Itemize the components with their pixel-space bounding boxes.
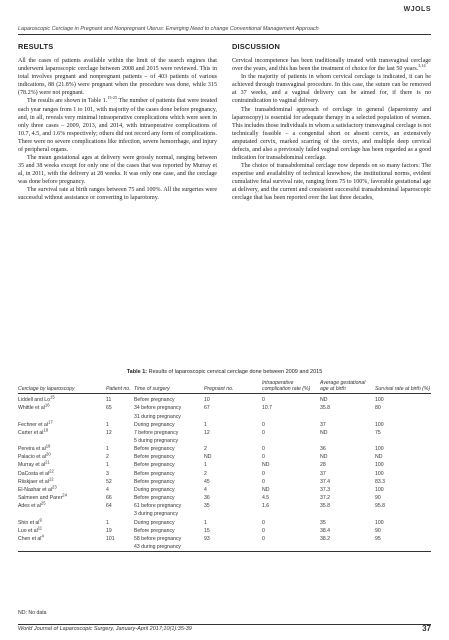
table-row <box>18 510 431 518</box>
table-cell-n <box>106 543 134 552</box>
table-cell-ga: 36 <box>320 446 326 453</box>
table-cell-surv: 83.3 <box>375 478 386 485</box>
page-footer <box>18 624 431 635</box>
table-cell-author <box>18 437 106 445</box>
table-cell-ga: 37 <box>320 470 326 477</box>
author-name: Carter et al <box>18 429 44 436</box>
table-row <box>18 486 431 494</box>
table-cell-surv: 90 <box>375 495 381 502</box>
table-cell-ga: 35.8 <box>320 405 331 412</box>
discussion-paragraph-3: The transabdominal approach of cerclage in general (laparotomy and laparoscopy) is essential for adequate therapy in a selected population of women. This includes those individuals in whom a satisfactory transvaginal cerclage is not technically feasible – a congenital short or absent cervix, an extensively amputated cervix, marked scarring of the cervix, and multiple deep cervical defects, and also a previously failed vaginal cerclage has been regarded as a good indication for transabdominal cerclage. <box>232 106 431 162</box>
table-cell-author <box>18 461 106 469</box>
table-row <box>18 445 431 453</box>
table-cell-surv: 95.8 <box>375 503 386 510</box>
table-row <box>18 437 431 445</box>
citation: 4 <box>41 533 44 539</box>
discussion-paragraph-4: The choice of transabdominal cerclage now depends on so many factors: The expertise and availability of technical knowhow, the institutional norms, evident cumulative fetal survival rate, ranging from 75 to 100%, favorable gestational age at delivery, and the current and consistent successful transabdominal laparoscopic cerclage that has been reported over the last three decades, <box>232 163 431 202</box>
table-cell-author <box>18 502 106 510</box>
table-row <box>18 461 431 469</box>
column-header: Cerclage by laparoscopy <box>18 380 106 394</box>
citation: 21 <box>45 459 50 465</box>
table-cell-surv: 95 <box>375 535 381 542</box>
table-cell-author <box>18 543 106 552</box>
author-name: Chen et al <box>18 535 42 542</box>
table-cell-preg: 35 <box>204 503 210 510</box>
discussion-paragraph-2: In the majority of patients in whom cervical cerclage is indicated, it can be achieved through transvaginal procedure. In this case, the suture can be removed at 37 weeks, and a vaginal delivery can be aimed for, if there is no contraindication to vaginal delivery. <box>232 74 431 105</box>
running-head: Laparoscopic Cerclage in Pregnant and Nonpregnant Uterus: Emerging Need to change Conventional Management Approach <box>18 26 431 35</box>
table-cell-surv: ND <box>375 454 383 461</box>
table-cell-n: 19 <box>106 527 112 534</box>
table-cell-author <box>18 394 106 405</box>
table-cell-preg: 93 <box>204 535 210 542</box>
table-cell-time: Before pregnancy <box>134 478 175 485</box>
table-cell-author <box>18 413 106 421</box>
table-cell-comp: 0 <box>262 429 265 436</box>
table-row <box>18 543 431 552</box>
table-cell-comp: ND <box>262 486 270 493</box>
table-cell-author <box>18 418 106 429</box>
results-heading: RESULTS <box>18 42 54 51</box>
table-cell-surv: 100 <box>375 397 384 404</box>
author-name: Pereira et al <box>18 446 46 453</box>
table-cell-preg <box>204 543 262 552</box>
table-cell-comp: 0 <box>262 535 265 542</box>
table-row <box>18 421 431 429</box>
table-cell-comp <box>262 437 320 445</box>
table-cell-n <box>106 413 134 421</box>
table-cell-surv: 100 <box>375 470 384 477</box>
table-cell-time: 31 during pregnancy <box>134 413 181 420</box>
table-row <box>18 478 431 486</box>
table-header-row <box>18 380 431 394</box>
table-cell-ga: 37.3 <box>320 486 331 493</box>
table-cell-n: 65 <box>106 405 112 412</box>
table-cell-preg: 36 <box>204 495 210 502</box>
table-cell-ga: 38.4 <box>320 527 331 534</box>
table-row <box>18 527 431 535</box>
discussion-heading: DISCUSSION <box>232 42 280 51</box>
table-cell-surv: 75 <box>375 429 381 436</box>
citation: 22 <box>49 467 54 473</box>
table-cell-n: 1 <box>106 446 109 453</box>
discussion-paragraph-1 <box>232 57 431 73</box>
table-cell-ga <box>320 437 375 445</box>
table-cell-comp: 0 <box>262 421 265 428</box>
table-cell-ga: ND <box>320 429 328 436</box>
citation: 9 <box>39 516 42 522</box>
table-row <box>18 470 431 478</box>
table-cell-ga: ND <box>320 397 328 404</box>
table-cell-preg: 1 <box>204 519 207 526</box>
table-cell-surv: 100 <box>375 519 384 526</box>
results-paragraph-4: The survival rate at birth ranges between 75 and 100%. All the surgeries were successful without assistance or converting to laparotomy. <box>18 187 217 202</box>
table-row <box>18 404 431 412</box>
column-header: Intraoperative complication rate (%) <box>262 380 320 394</box>
citation: 17 <box>48 418 53 424</box>
table-cell-preg: 45 <box>204 478 210 485</box>
table-row <box>18 413 431 421</box>
table-cell-surv: 100 <box>375 462 384 469</box>
table-cell-time: 34 before pregnancy <box>134 405 182 412</box>
citation: 19 <box>45 443 51 449</box>
table-cell-comp: ND <box>262 462 270 469</box>
table-cell-comp: 0 <box>262 470 265 477</box>
table-cell-comp <box>262 543 320 552</box>
table-cell-time: 61 before pregnancy <box>134 503 182 510</box>
table-row <box>18 502 431 510</box>
column-header: Patient no. <box>106 380 134 394</box>
author-name: Luo et al <box>18 527 38 534</box>
table-cell-time: Before pregnancy <box>134 454 175 461</box>
table-cell-preg <box>204 437 262 445</box>
author-name: Whittle et al <box>18 405 45 412</box>
column-header: Average gestational age at birth <box>320 380 375 394</box>
author-name: Salmeen and Parer <box>18 495 63 502</box>
table-cell-n: 66 <box>106 495 112 502</box>
table-cell-surv: 90 <box>375 527 381 534</box>
table-cell-preg: ND <box>204 454 212 461</box>
author-name: Murray et al <box>18 462 46 469</box>
page-number: 37 <box>422 624 431 633</box>
table-cell-surv <box>375 413 431 421</box>
table-row <box>18 519 431 527</box>
table-cell-preg: 4 <box>204 486 207 493</box>
results-paragraph-2 <box>18 97 217 154</box>
table-cell-time: Before pregnancy <box>134 397 175 404</box>
column-header: Pregnant no. <box>204 380 262 394</box>
table-cell-comp: 0 <box>262 478 265 485</box>
citation: 23 <box>52 484 57 490</box>
table-cell-preg: 67 <box>204 405 210 412</box>
table-cell-time: Before pregnancy <box>134 462 175 469</box>
results-column <box>18 43 217 202</box>
table-cell-author <box>18 535 106 543</box>
table-cell-comp: 0 <box>262 527 265 534</box>
table-cell-surv: 100 <box>375 486 384 493</box>
table-cell-author <box>18 524 106 535</box>
table-cell-n: 1 <box>106 421 109 428</box>
results-table <box>18 380 431 552</box>
table-row <box>18 429 431 437</box>
table-cell-time: During pregnancy <box>134 486 175 493</box>
table-caption-text: Results of laparoscopic cervical cerclage done between 2009 and 2015 <box>147 369 323 375</box>
table-cell-surv: 80 <box>375 405 381 412</box>
results-p2-text: The results are shown in Table 1. <box>27 98 108 105</box>
table-cell-author <box>18 467 106 478</box>
citation: 20 <box>46 451 51 457</box>
table-cell-author <box>18 516 106 527</box>
author-name: Palacio et al <box>18 454 47 461</box>
table-cell-author <box>18 478 106 486</box>
table-cell-ga: 37.4 <box>320 478 331 485</box>
column-header: Survival rate at birth (%) <box>375 380 431 394</box>
table-cell-preg: 12 <box>204 429 210 436</box>
table-cell-preg <box>204 413 262 421</box>
citation: 16 <box>44 402 50 408</box>
table-cell-comp: 0 <box>262 397 265 404</box>
author-name: Riiskjaer et al <box>18 478 49 485</box>
author-name: Shin et al <box>18 519 40 526</box>
table-row <box>18 494 431 502</box>
results-paragraph-1: All the cases of patients available within the limit of the search engines that underwent laparoscopic cerclage between 2008 and 2015 were reviewed. This in total involves pregnant and nonpregnant patients – of 403 patients of various indications, 88 (21.8%) were pregnant when the procedure was done, while 315 (78.2%) were not pregnant. <box>18 58 217 97</box>
results-paragraph-3: The mean gestational ages at delivery were grossly normal, ranging between 35 and 38 weeks except for only one of the cases that was reported by Murray et al, in 2011, with the delivery at 28 weeks. It was only one case, and the cerclage was done before pregnancy. <box>18 155 217 186</box>
table-cell-comp: 0 <box>262 454 265 461</box>
table-cell-time: 3 during pregnancy <box>134 511 179 518</box>
table-cell-time: During pregnancy <box>134 421 175 428</box>
table-cell-n: 64 <box>106 503 112 510</box>
table-cell-author <box>18 510 106 518</box>
table-cell-n: 101 <box>106 535 115 542</box>
author-name: Fechner et al <box>18 421 49 428</box>
table-cell-ga <box>320 543 375 552</box>
table-cell-time: 5 during pregnancy <box>134 437 179 444</box>
table-cell-ga: 35 <box>320 519 326 526</box>
citation: 24 <box>62 492 67 498</box>
table-cell-ga <box>320 510 375 518</box>
citation: 15-25 <box>107 95 118 101</box>
table-cell-comp: 0 <box>262 446 265 453</box>
table-cell-ga: ND <box>320 454 328 461</box>
table-cell-ga: 35.8 <box>320 503 331 510</box>
author-name: Liddell and Lo <box>18 397 51 404</box>
author-name: DaCosta et al <box>18 470 50 477</box>
table-cell-author <box>18 453 106 461</box>
table-cell-comp: 0 <box>262 519 265 526</box>
table-cell-ga: 37.2 <box>320 495 331 502</box>
citation: 12 <box>48 476 54 482</box>
table-cell-n: 11 <box>106 397 112 404</box>
table-cell-ga: 28 <box>320 462 326 469</box>
table-cell-n: 4 <box>106 486 109 493</box>
table-row <box>18 535 431 543</box>
table-cell-preg: 15 <box>204 527 210 534</box>
table-cell-preg: 2 <box>204 446 207 453</box>
table-cell-comp <box>262 413 320 421</box>
table-cell-comp: 1.6 <box>262 503 270 510</box>
table-cell-surv <box>375 437 431 445</box>
table-cell-surv <box>375 510 431 518</box>
discussion-column <box>232 43 431 202</box>
table-cell-time: 7 before pregnancy <box>134 429 179 436</box>
table-cell-preg <box>204 510 262 518</box>
author-name: El-Nashar et al <box>18 486 52 493</box>
table-cell-n: 12 <box>106 429 112 436</box>
table-cell-time: 43 during pregnancy <box>134 543 204 552</box>
table-cell-author <box>18 445 106 453</box>
table-cell-time: Before pregnancy <box>134 495 175 502</box>
journal-abbreviation: WJOLS <box>403 6 431 13</box>
table-footnote: ND: No data <box>18 610 47 616</box>
table-cell-author <box>18 404 106 412</box>
table-cell-author <box>18 494 106 502</box>
table-cell-ga: 37 <box>320 421 326 428</box>
table-row <box>18 453 431 461</box>
table-cell-time: Before pregnancy <box>134 470 175 477</box>
table-cell-n: 3 <box>106 470 109 477</box>
table-cell-n: 1 <box>106 519 109 526</box>
table-cell-preg: 10 <box>204 397 210 404</box>
footer-citation: World Journal of Laparoscopic Surgery, January-April 2017;10(1):35-39 <box>18 626 192 632</box>
table-body <box>18 394 431 552</box>
table-cell-time: During pregnancy <box>134 519 175 526</box>
table-cell-ga <box>320 413 375 421</box>
results-p2-text-cont: The number of patients that were treated each year ranges from 1 to 101, with majority of the cases done before pregnancy, and, in all, reveals very minimal intraoperative complications which were seen in only three cases – 2009, 2013, and 2014, with intraoperative complications of 10.7, 4.5, and 1.6% respectively; others did not record any form of complications. There were no severe complications like infection, severe hemorrhage, and injury of peripheral organs. <box>18 98 217 153</box>
table-cell-n: 1 <box>106 462 109 469</box>
citation: 15 <box>50 394 55 400</box>
table-cell-surv <box>375 543 431 552</box>
table-cell-time: Before pregnancy <box>134 446 175 453</box>
citation: 18 <box>43 427 49 433</box>
discussion-p1-text: Cervical incompetence has been traditionally treated with transvaginal cerclage over the years, and this has been the treatment of choice for the last 50 years. <box>232 58 431 73</box>
table-caption-label: Table 1: <box>126 369 148 375</box>
column-header: Time of surgery <box>134 380 204 394</box>
table-cell-comp: 10.7 <box>262 405 273 412</box>
table-cell-preg: 1 <box>204 421 207 428</box>
table-cell-preg: 1 <box>204 462 207 469</box>
table-cell-author <box>18 429 106 437</box>
table-cell-n: 2 <box>106 454 109 461</box>
table-cell-n <box>106 510 134 518</box>
table-cell-surv: 100 <box>375 446 384 453</box>
table-cell-comp: 4.5 <box>262 495 270 502</box>
table-row <box>18 394 431 405</box>
table-caption <box>0 369 449 375</box>
table-cell-preg: 2 <box>204 470 207 477</box>
citation: 25 <box>40 500 46 506</box>
table-cell-time: Before pregnancy <box>134 527 175 534</box>
table-cell-time: 58 before pregnancy <box>134 535 182 542</box>
table-cell-ga: 38.2 <box>320 535 331 542</box>
citation: 3,14 <box>418 63 426 69</box>
table-cell-n <box>106 437 134 445</box>
table-cell-n: 52 <box>106 478 112 485</box>
table-cell-comp <box>262 510 320 518</box>
author-name: Ades et al <box>18 503 41 510</box>
table-cell-surv: 100 <box>375 421 384 428</box>
citation: 11 <box>37 524 43 530</box>
